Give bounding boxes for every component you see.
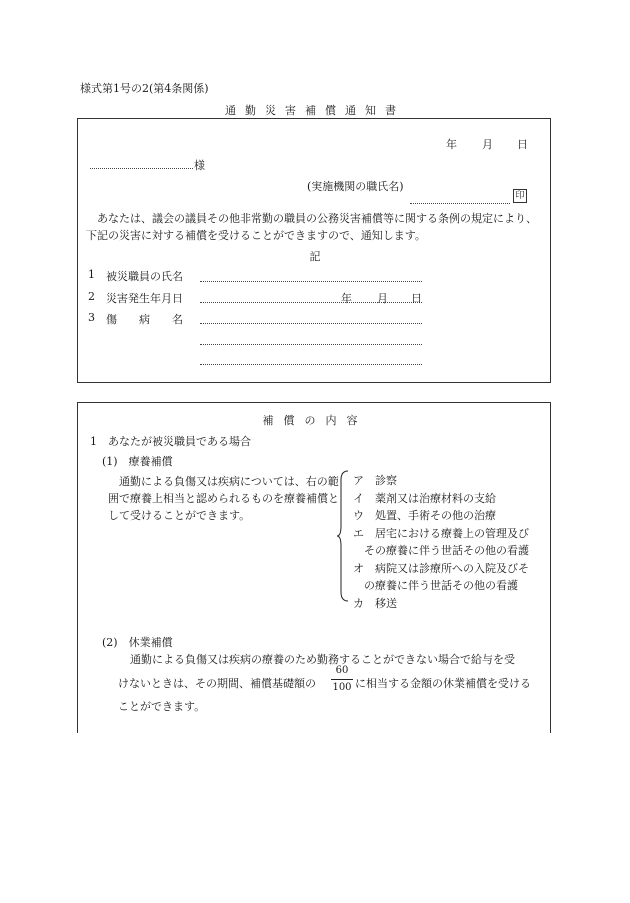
injury-name-field-2[interactable] bbox=[200, 344, 422, 345]
field-1-label: 被災職員の氏名 bbox=[106, 270, 183, 283]
ki-label: 記 bbox=[309, 250, 321, 263]
field-date-day: 日 bbox=[411, 292, 422, 305]
org-label: (実施機関の職氏名) bbox=[307, 180, 404, 193]
victim-name-field[interactable] bbox=[200, 281, 422, 282]
leave-line-3: ことができます。 bbox=[118, 700, 206, 713]
care-item-i: イ 薬剤又は治療材料の支給 bbox=[353, 491, 496, 505]
injury-name-field-3[interactable] bbox=[200, 364, 422, 365]
org-name-field[interactable] bbox=[410, 203, 510, 204]
care-item-e-continued: その療養に伴う世話その他の看護 bbox=[364, 544, 529, 557]
field-date-year: 年 bbox=[341, 292, 352, 305]
care-items-list bbox=[353, 472, 553, 612]
care-item-o-continued: の療養に伴う世話その他の看護 bbox=[364, 579, 518, 592]
fraction-denominator: 100 bbox=[332, 682, 352, 693]
field-date-month: 月 bbox=[377, 292, 388, 305]
seal-mark: 印 bbox=[513, 189, 527, 203]
care-item-a: ア 診察 bbox=[353, 474, 397, 487]
addressee-suffix: 様 bbox=[194, 159, 205, 172]
fraction-numerator: 60 bbox=[335, 665, 349, 676]
leave-line-2b: に相当する金額の休業補償を受ける bbox=[355, 677, 531, 690]
care-item-o: オ 病院又は診療所への入院及びそ bbox=[353, 561, 529, 575]
addressee-field[interactable] bbox=[90, 168, 193, 169]
field-2-label: 災害発生年月日 bbox=[106, 292, 183, 305]
notice-date-year: 年 bbox=[446, 138, 457, 151]
field-3-no: 3 bbox=[88, 311, 95, 324]
care-item-ka: カ 移送 bbox=[353, 596, 397, 610]
compensation-title: 補償の内容 bbox=[262, 414, 368, 427]
medical-care-heading: (1) 療養補償 bbox=[102, 455, 173, 468]
leave-line-2a: けないときは、その期間、補償基礎額の bbox=[118, 677, 316, 690]
medical-care-description: 通勤による負傷又は疾病については、右の範囲で療養上相当と認められるものを療養補償として受けることができます。 bbox=[108, 475, 339, 522]
leave-line-1: 通勤による負傷又は疾病の療養のため勤務することができない場合で給与を受 bbox=[130, 653, 515, 666]
field-2-no: 2 bbox=[88, 290, 95, 303]
document-title: 通勤災害補償通知書 bbox=[225, 104, 405, 117]
case-1-heading: 1 あなたが被災職員である場合 bbox=[90, 435, 251, 448]
fraction bbox=[331, 664, 353, 695]
notice-date-month: 月 bbox=[482, 138, 493, 151]
notice-body: あなたは、議会の議員その他非常勤の職員の公務災害補償等に関する条例の規定により、下記の災害に対する補償を受けることができますので、通知します。 bbox=[86, 212, 537, 242]
injury-name-field-1[interactable] bbox=[200, 323, 422, 324]
disaster-date-field[interactable] bbox=[200, 302, 422, 303]
field-1-no: 1 bbox=[88, 268, 95, 281]
notice-date-day: 日 bbox=[517, 138, 528, 151]
field-3-label: 傷 病 名 bbox=[106, 313, 183, 326]
fraction-bar bbox=[331, 679, 353, 680]
form-code: 様式第1号の2(第4条関係) bbox=[80, 82, 209, 95]
leave-compensation-heading: (2) 休業補償 bbox=[102, 636, 173, 649]
brace-icon bbox=[336, 470, 350, 602]
care-item-u: ウ 処置、手術その他の治療 bbox=[353, 509, 496, 522]
care-item-e: エ 居宅における療養上の管理及び bbox=[353, 526, 529, 540]
